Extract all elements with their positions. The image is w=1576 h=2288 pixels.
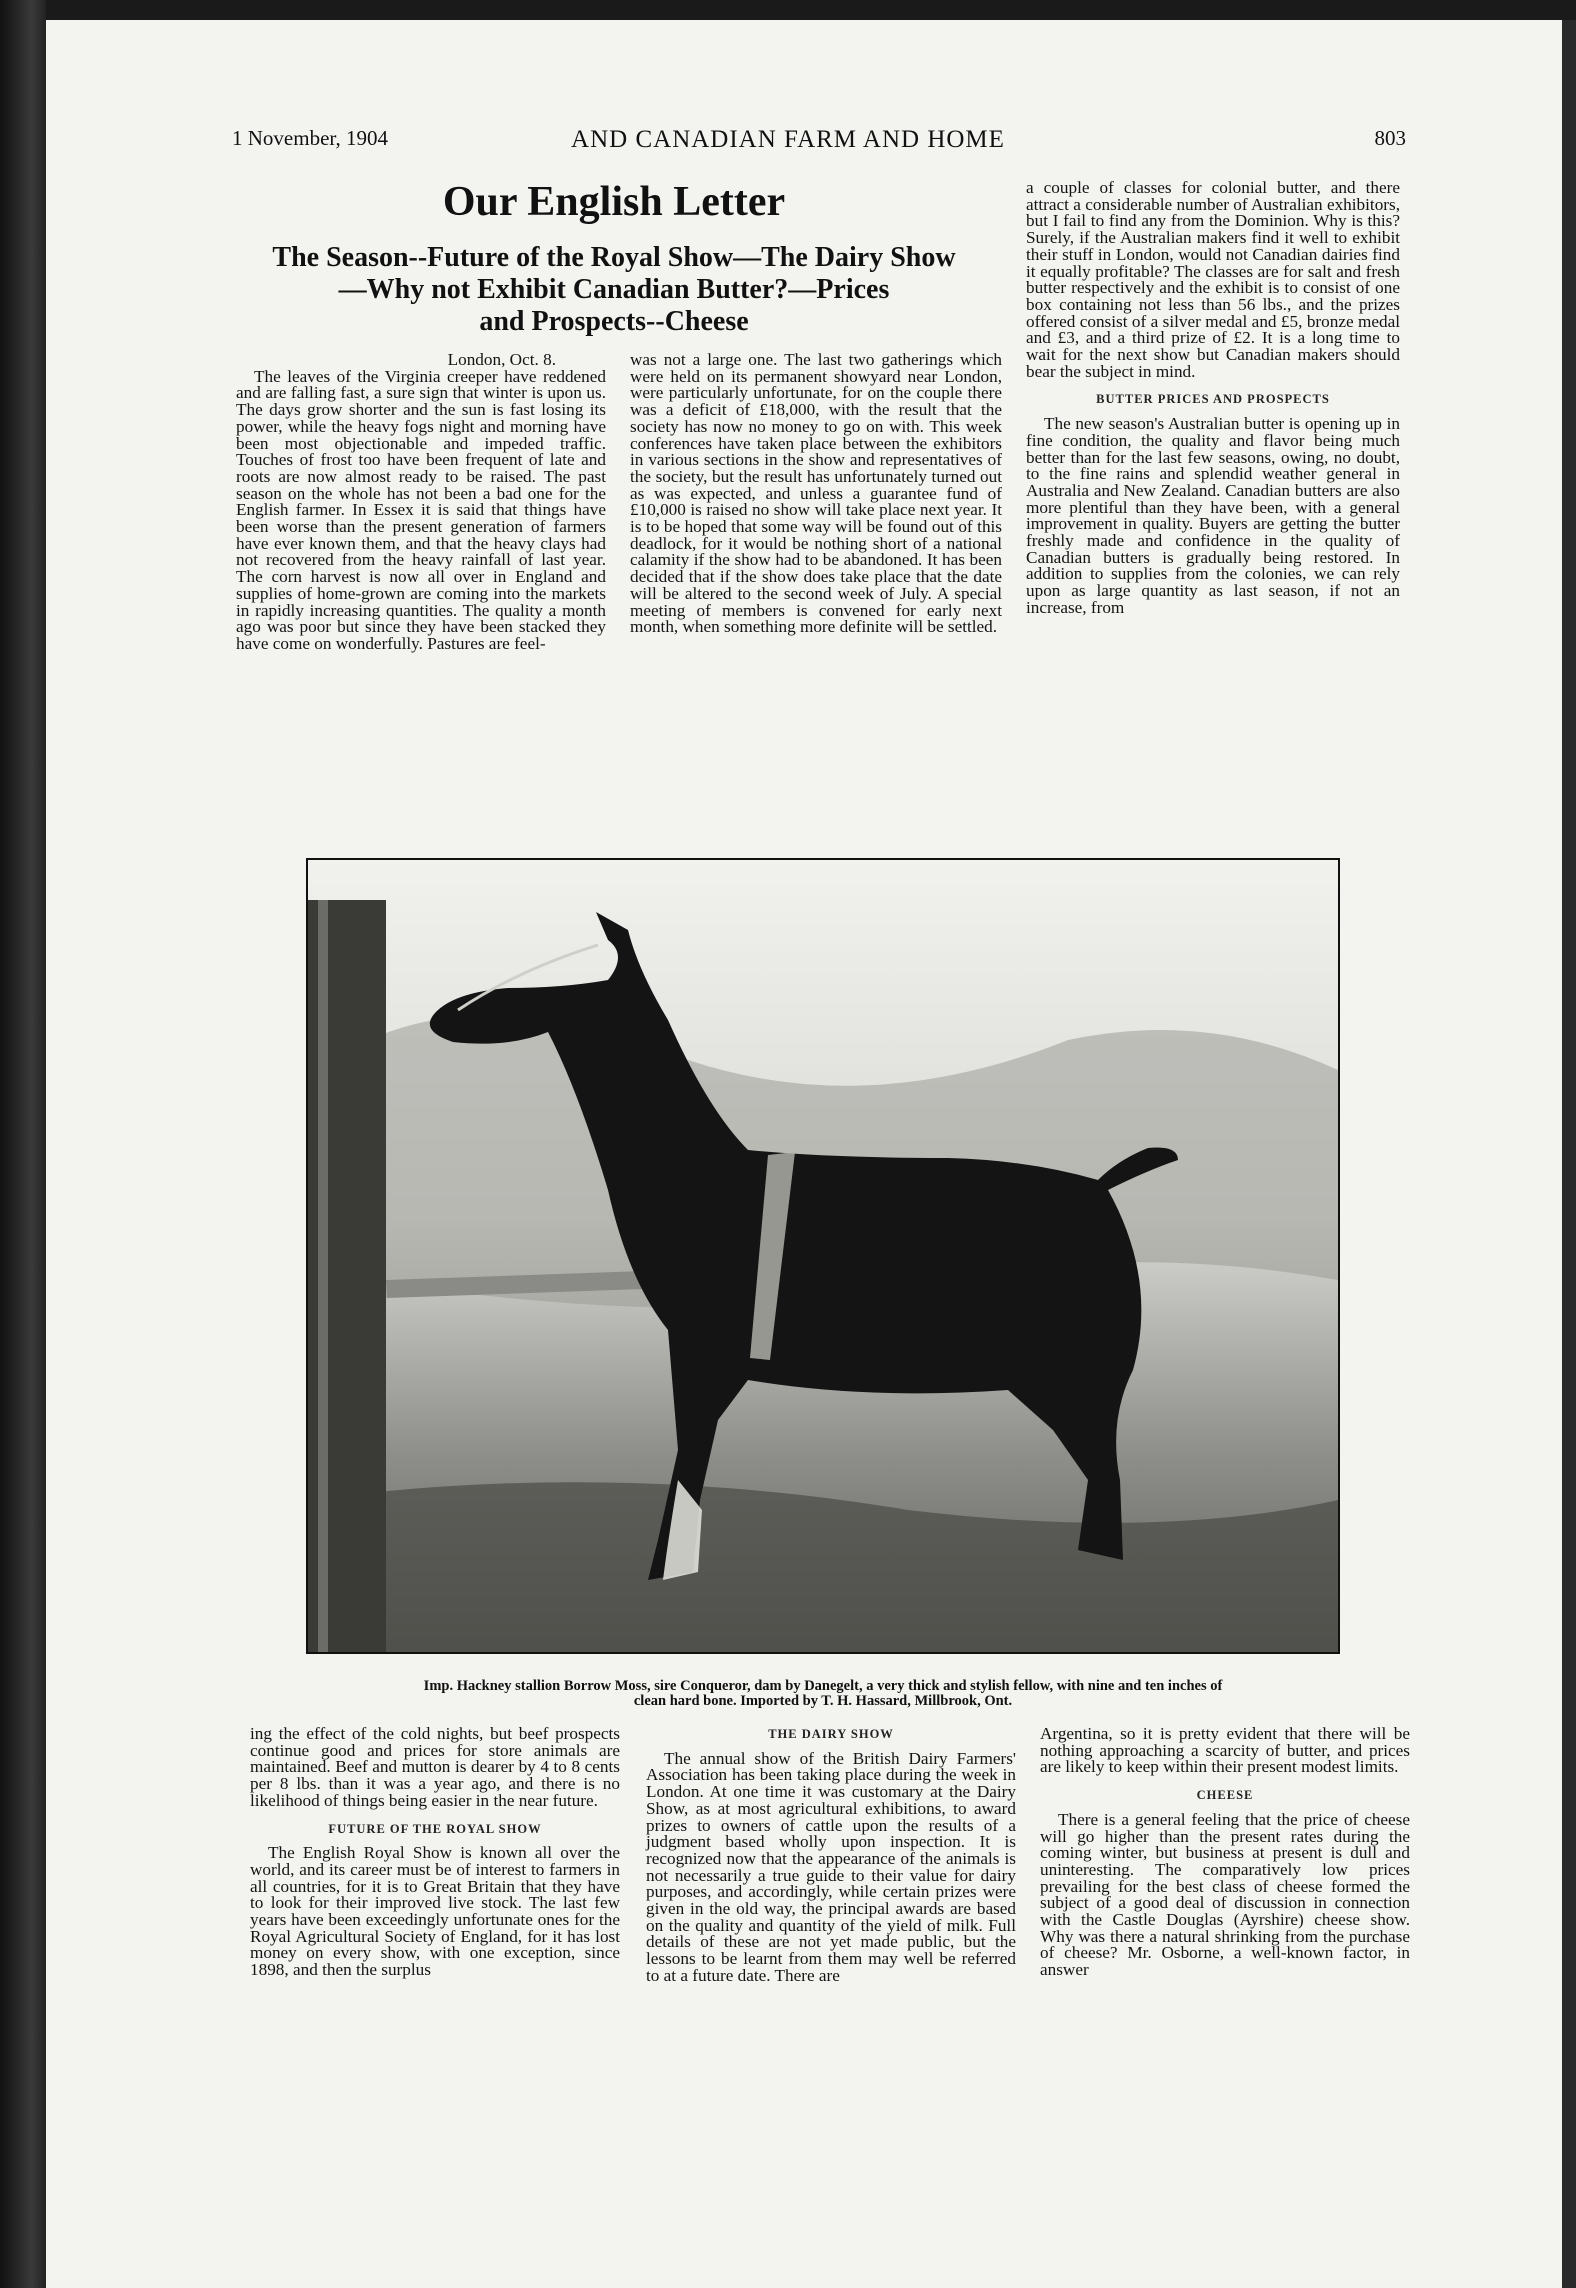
article-title: Our English Letter xyxy=(442,179,786,225)
caption-line: clean hard bone. Imported by T. H. Hassard, Millbrook, Ont. xyxy=(633,1693,1013,1709)
section-heading: CHEESE xyxy=(1196,1788,1254,1803)
column-5 xyxy=(646,1726,1016,1985)
paragraph: There is a general feeling that the price of cheese will go higher than the present rates during the coming winter, but business at present is dull and uninteresting. The comparatively low prices prevailing for the best class of cheese formed the subject of a good deal of discussion in connection with the Castle Douglas (Ayrshire) cheese show. Why was there a natural shrinking from the purchase of cheese? Mr. Osborne, a well-known factor, in answer xyxy=(1040,1809,1410,1980)
issue-date: 1 November, 1904 xyxy=(232,126,389,150)
photo-caption xyxy=(300,1679,1346,1709)
subtitle-line: —Why not Exhibit Canadian Butter?—Prices xyxy=(338,274,890,305)
section-heading: BUTTER PRICES AND PROSPECTS xyxy=(1096,392,1330,407)
page-number: 803 xyxy=(1374,126,1406,150)
column-2 xyxy=(630,352,1002,636)
column-6 xyxy=(1040,1726,1410,1979)
article-subtitle xyxy=(236,242,992,338)
section-heading: FUTURE OF THE ROYAL SHOW xyxy=(328,1821,542,1836)
paragraph: a couple of classes for colonial butter, and there attract a considerable number of Australian exhibitors, but I fail to find any from the Dominion. Why is this? Surely, if the Australian makers find it well to exhibit their stuff in London, would not Canadian dairies find it equally profitable? The classes are for salt and fresh butter respectively and the exhibit is to consist of one box containing not less than 56 lbs., and the prizes offered consist of a silver medal and £5, bronze medal and £3, and a third prize of £2. It is a long time to wait for the next show but Canadian makers should bear the subject in mind. xyxy=(1026,178,1400,381)
paragraph: The new season's Australian butter is opening up in fine condition, the quality and flavor being much better than for the last few seasons, owing, no doubt, to the fine rains and splendid weather general in Australia and New Zealand. Canadian butters are also more plentiful than they have been, with a general improvement in quality. Buyers are getting the butter freshly made and confidence in the quality of Canadian butters is gradually being restored. In addition to supplies from the colonies, we can rely upon as large quantity as last season, if not an increase, from xyxy=(1026,414,1400,617)
scan-top-border xyxy=(46,0,1576,20)
column-3 xyxy=(1026,180,1400,617)
column-4 xyxy=(250,1726,620,1979)
paragraph: The leaves of the Virginia creeper have reddened and are falling fast, a sure sign that winter is upon us. The days grow shorter and the sun is fast losing its power, while the heavy fogs night and morning have been most objectionable and impeded traffic. Touches of frost too have been frequent of late and roots are now almost ready to be raised. The past season on the whole has not been a bad one for the English farmer. In Essex it is said that things have been worse than the present generation of farmers have ever known them, and that the heavy clays had not recovered from the heavy rainfall of last year. The corn harvest is now all over in England and supplies of home-grown are coming into the markets in rapidly increasing quantities. The quality a month ago was poor but since they have been stacked they have come on wonderfully. Pastures are feel- xyxy=(236,366,606,653)
section-heading: THE DAIRY SHOW xyxy=(768,1727,894,1741)
caption-line: Imp. Hackney stallion Borrow Moss, sire Conqueror, dam by Danegelt, a very thick and stylish fellow, with nine and ten inches of xyxy=(423,1678,1223,1694)
book-spine-shadow xyxy=(0,0,46,2288)
paragraph: Argentina, so it is pretty evident that there will be nothing approaching a scarcity of butter, and prices are likely to keep within their present modest limits. xyxy=(1040,1724,1410,1777)
paragraph: The English Royal Show is known all over the world, and its career must be of interest to farmers in all countries, for it is to Great Britain that they have to look for their improved live stock. The last few years have been exceedingly unfortunate ones for the Royal Agricultural Society of England, for it has lost money on every show, with one exception, since 1898, and then the surplus xyxy=(250,1843,620,1980)
subtitle-line: and Prospects--Cheese xyxy=(479,306,749,337)
paragraph: The annual show of the British Dairy Farmers' Association has been taking place during the week in London. At one time it was customary at the Dairy Show, as at most agricultural exhibitions, to award prizes to owners of cattle upon the results of a judgment based wholly upon inspection. It is recognized now that the appearance of the animals is not necessarily a true guide to their value for dairy purposes, and accordingly, while certain prizes were given in the old way, the principal awards are based on the quality and quantity of the yield of milk. Full details of these are not yet made public, but the lessons to be learnt from them may well be referred to at a future date. There are xyxy=(646,1748,1016,1985)
column-1 xyxy=(236,352,606,653)
paragraph: was not a large one. The last two gatherings which were held on its permanent showyard near London, were particularly unfortunate, for on the couple there was a deficit of £18,000, with the result that the society has now no money to go on with. This week conferences have taken place between the exhibitors in various sections in the show and representatives of the society, but the result has unfortunately turned out as was expected, and unless a guarantee fund of £10,000 is raised no show will take place next year. It is to be hoped that some way will be found out of this deadlock, for it would be nothing short of a national calamity if the show had to be abandoned. It has been decided that if the show does take place that the date will be altered to the second week of July. A special meeting of members is convened for early next month, when something more definite will be settled. xyxy=(630,350,1002,637)
paragraph: ing the effect of the cold nights, but beef prospects continue good and prices for store animals are maintained. Beef and mutton is dearer by 4 to 8 cents per 8 lbs. than it was a year ago, and there is no likelihood of things being easier in the near future. xyxy=(250,1724,620,1810)
horse-illustration xyxy=(308,860,1338,1652)
horse-photograph xyxy=(306,858,1340,1654)
dateline: London, Oct. 8. xyxy=(447,350,556,369)
subtitle-line: The Season--Future of the Royal Show—The Dairy Show xyxy=(272,242,956,273)
publication-name: AND CANADIAN FARM AND HOME xyxy=(571,126,1005,153)
